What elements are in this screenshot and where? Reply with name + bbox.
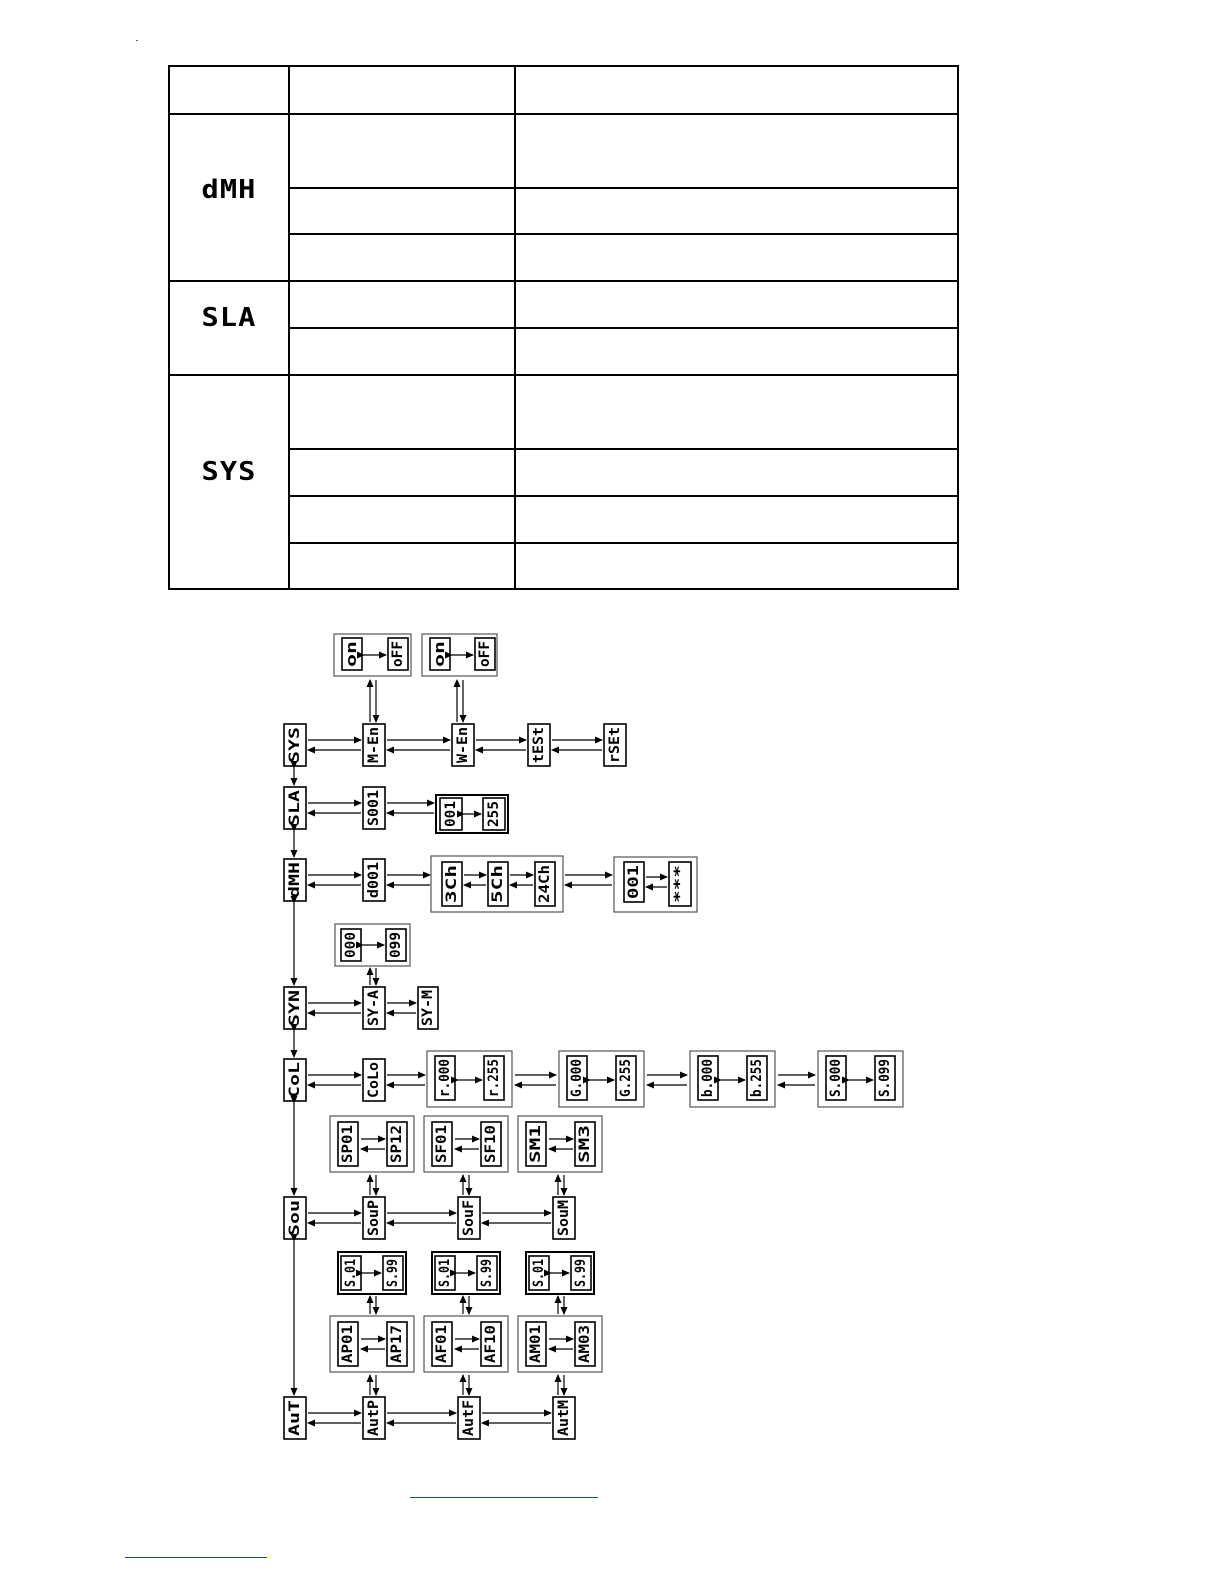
col-strobe-low-label: S.000 xyxy=(828,1054,844,1097)
sou-program-label: SouP xyxy=(366,1202,382,1236)
table-row-divider xyxy=(290,542,957,544)
dmh-address-label: d001 xyxy=(366,864,382,898)
sou-sm-low-label: SM1 xyxy=(528,1137,544,1163)
col-green-high-label: G.255 xyxy=(618,1054,634,1097)
sou-sm-high-label: SM3 xyxy=(577,1137,593,1163)
table-row-divider xyxy=(290,187,957,189)
sou-sp-high-label: SP12 xyxy=(389,1129,405,1163)
sou-fixed-label: SouF xyxy=(461,1202,477,1236)
sys-mode-a-label: M-En xyxy=(366,729,382,763)
table-row-divider xyxy=(290,448,957,450)
sla-range-high-label: 255 xyxy=(486,801,502,827)
syn-range-low-label: 000 xyxy=(343,932,359,958)
sla-range-low-label: 001 xyxy=(443,801,459,827)
aut-af-speed-low-label: S.01 xyxy=(437,1253,453,1287)
sys-test-label: tESt xyxy=(531,729,547,763)
sla-address-label: S001 xyxy=(366,792,382,826)
aut-af-high-label: AF10 xyxy=(483,1329,499,1363)
aut-ap-low-label: AP01 xyxy=(340,1329,356,1363)
syn-manual-label: SY-M xyxy=(420,992,436,1026)
table-code-sys: SYS xyxy=(201,457,257,487)
aut-am-high-label: AM03 xyxy=(577,1329,593,1363)
table-group-divider xyxy=(170,280,957,282)
sou-sf-high-label: SF10 xyxy=(483,1129,499,1163)
aut-am-speed-high-label: S.99 xyxy=(573,1253,589,1287)
aut-af-speed-high-label: S.99 xyxy=(479,1253,495,1287)
dmh-range-low-label: 001 xyxy=(626,873,642,899)
col-blue-high-label: b.255 xyxy=(749,1054,765,1097)
dmh-5ch-label: 5Ch xyxy=(490,877,506,903)
aut-am-speed-low-label: S.01 xyxy=(531,1253,547,1287)
page-mark xyxy=(136,40,138,41)
aut-am-low-label: AM01 xyxy=(528,1329,544,1363)
col-strobe-high-label: S.099 xyxy=(877,1054,893,1097)
table-row-divider xyxy=(290,327,957,329)
main-sou-label: Sou xyxy=(287,1210,303,1236)
table-header-divider xyxy=(170,113,957,115)
footer-link-underline[interactable] xyxy=(125,1557,267,1558)
table-group-divider xyxy=(170,374,957,376)
aut-ap-speed-high-label: S.99 xyxy=(385,1253,401,1287)
sys-reset-label: rSEt xyxy=(607,729,623,763)
main-syn-label: SYN xyxy=(287,1000,303,1026)
syn-range-high-label: 099 xyxy=(388,932,404,958)
sys-mode-b-label: W-En xyxy=(455,729,471,763)
menu-table xyxy=(168,65,959,590)
dmh-24ch-label: 24Ch xyxy=(537,869,553,903)
menu-flow-diagram xyxy=(270,625,950,1445)
main-sla-label: SLA xyxy=(287,800,303,826)
dmh-range-high-label: *** xyxy=(672,877,688,903)
aut-ap-high-label: AP17 xyxy=(389,1329,405,1363)
sys-b-on-label: on xyxy=(432,650,448,667)
col-red-high-label: r.255 xyxy=(486,1054,502,1097)
table-row-divider xyxy=(290,233,957,235)
sys-a-on-label: on xyxy=(344,650,360,667)
main-dmh-label: dMH xyxy=(287,872,303,898)
main-sys-label: SYS xyxy=(287,737,303,763)
footer-link-underline[interactable] xyxy=(410,1497,598,1498)
sys-b-off-label: oFF xyxy=(477,641,493,667)
aut-ap-speed-low-label: S.01 xyxy=(343,1253,359,1287)
col-red-low-label: r.000 xyxy=(437,1054,453,1097)
aut-mode-label: AutM xyxy=(556,1402,572,1436)
col-color-label: CoLo xyxy=(366,1064,382,1098)
sou-sp-low-label: SP01 xyxy=(340,1129,356,1163)
aut-program-label: AutP xyxy=(366,1402,382,1436)
table-code-sla: SLA xyxy=(201,303,257,333)
table-code-dmh: dMH xyxy=(201,175,257,205)
dmh-3ch-label: 3Ch xyxy=(444,877,460,903)
sou-mode-label: SouM xyxy=(556,1202,572,1236)
aut-fixed-label: AutF xyxy=(461,1402,477,1436)
main-col-label: CoL xyxy=(287,1072,303,1098)
aut-af-low-label: AF01 xyxy=(434,1329,450,1363)
table-row-divider xyxy=(290,495,957,497)
col-blue-low-label: b.000 xyxy=(700,1054,716,1097)
main-aut-label: AuT xyxy=(287,1410,303,1436)
syn-auto-label: SY-A xyxy=(366,992,382,1026)
sou-sf-low-label: SF01 xyxy=(434,1129,450,1163)
sys-a-off-label: oFF xyxy=(390,641,406,667)
col-green-low-label: G.000 xyxy=(569,1054,585,1097)
